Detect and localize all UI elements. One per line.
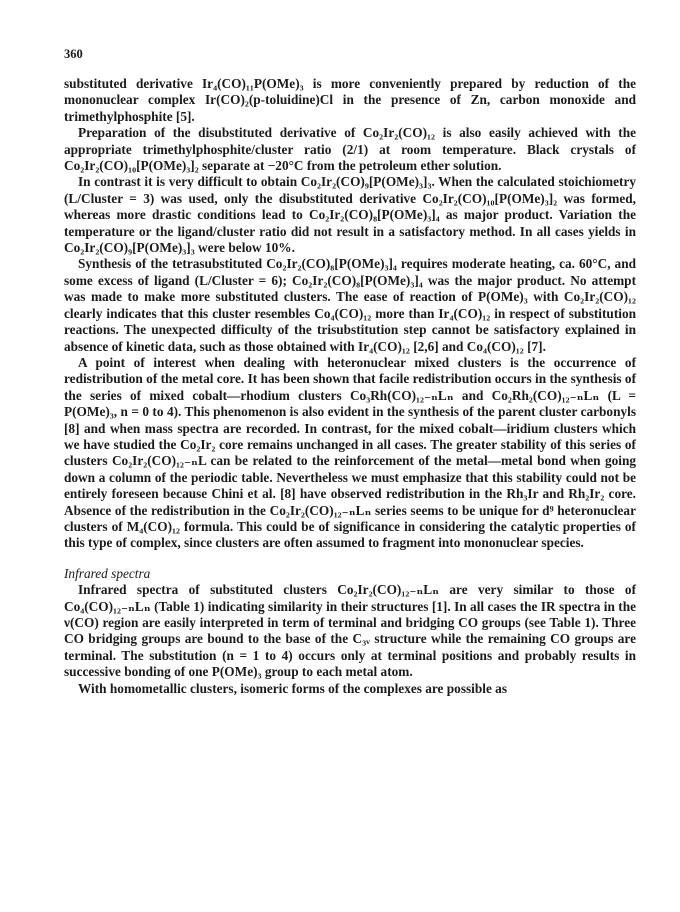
page-number: 360 bbox=[64, 47, 83, 61]
paragraph-redistribution: A point of interest when dealing with heteronuclear mixed clusters is the occurrence of redistribution of the metal core. It has been shown that facile redistribution occurs in the synthesis of the series of mixed cobalt—rhodium clusters Co₃Rh(CO)₁₂₋ₙLₙ and Co₂Rh₂(CO)₁₂₋ₙLₙ (L = P(OMe)₃, n = 0 to 4). This phenomenon is also evident in the synthesis of the parent cluster carbonyls [8] and when mass spectra are recorded. In contrast, for the mixed cobalt—iridium clusters which we have studied the Co₂Ir₂ core remains unchanged in all cases. The greater stability of this series of clusters Co₂Ir₂(CO)₁₂₋ₙL can be related to the reinforcement of the metal—metal bond when going down a column of the periodic table. Nevertheless we must emphasize that this stability could not be entirely foreseen because Chini et al. [8] have observed redistribution in the Rh₃Ir and Rh₂Ir₂ core. Absence of the redistribution in the Co₂Ir₂(CO)₁₂₋ₙLₙ series seems to be unique for d⁹ heteronuclear clusters of M₄(CO)₁₂ formula. This could be of significance in considering the catalytic properties of this type of complex, since clusters are often assumed to fragment into mononuclear species. bbox=[64, 354, 636, 551]
paragraph-infrared-spectra: Infrared spectra of substituted clusters Co₂Ir₂(CO)₁₂₋ₙLₙ are very similar to those of Co₄(CO)₁₂₋ₙLₙ (Table 1) indicating similarity in their structures [1]. In all cases the IR spectra in the ν(CO) region are easily interpreted in term of terminal and bridging CO groups (see Table 1). Three CO bridging groups are bound to the base of the C₃ᵥ structure while the remaining CO groups are terminal. The substitution (n = 1 to 4) occurs only at terminal positions and probably results in successive bonding of one P(OMe)₃ group to each metal atom. bbox=[64, 582, 636, 680]
paragraph-trisubstituted-difficulty: In contrast it is very difficult to obtain Co₂Ir₂(CO)₉[P(OMe)₃]₃. When the calculated stoichiometry (L/Cluster = 3) was used, only the disubstituted derivative Co₂Ir₂(CO)₁₀[P(OMe)₃]₂ was formed, whereas more drastic conditions lead to Co₂Ir₂(CO)₈[P(OMe)₃]₄ as major product. Variation the temperature or the ligand/cluster ratio did not result in a satisfactory method. In all cases yields in Co₂Ir₂(CO)₉[P(OMe)₃]₃ were below 10%. bbox=[64, 174, 636, 256]
section-heading-infrared-spectra: Infrared spectra bbox=[64, 565, 151, 581]
body-text bbox=[64, 76, 636, 697]
paragraph-disubstituted-preparation: Preparation of the disubstituted derivative of Co₂Ir₂(CO)₁₂ is also easily achieved with the appropriate trimethylphosphite/cluster ratio (2/1) at room temperature. Black crystals of Co₂Ir₂(CO)₁₀[P(OMe)₃]₂ separate at −20°C from the petroleum ether solution. bbox=[64, 125, 636, 174]
paragraph-continuation: substituted derivative Ir₄(CO)₁₁P(OMe)₃ is more conveniently prepared by reduction of the mononuclear complex Ir(CO)₂(p-toluidine)Cl in the presence of Zn, carbon monoxide and trimethylphosphite [5]. bbox=[64, 76, 636, 124]
paragraph-tetrasubstituted-synthesis: Synthesis of the tetrasubstituted Co₂Ir₂(CO)₈[P(OMe)₃]₄ requires moderate heating, ca. 60°C, and some excess of ligand (L/Cluster = 6); Co₂Ir₂(CO)₈[P(OMe)₃]₄ was the major product. No attempt was made to make more substituted clusters. The ease of reaction of P(OMe)₃ with Co₂Ir₂(CO)₁₂ clearly indicates that this cluster resembles Co₄(CO)₁₂ more than Ir₄(CO)₁₂ in respect of substitution reactions. The unexpected difficulty of the trisubstitution step cannot be satisfactory explained in absence of kinetic data, such as those obtained with Ir₄(CO)₁₂ [2,6] and Co₄(CO)₁₂ [7]. bbox=[64, 256, 636, 354]
paragraph-isomeric-forms: With homometallic clusters, isomeric forms of the complexes are possible as bbox=[78, 680, 507, 696]
